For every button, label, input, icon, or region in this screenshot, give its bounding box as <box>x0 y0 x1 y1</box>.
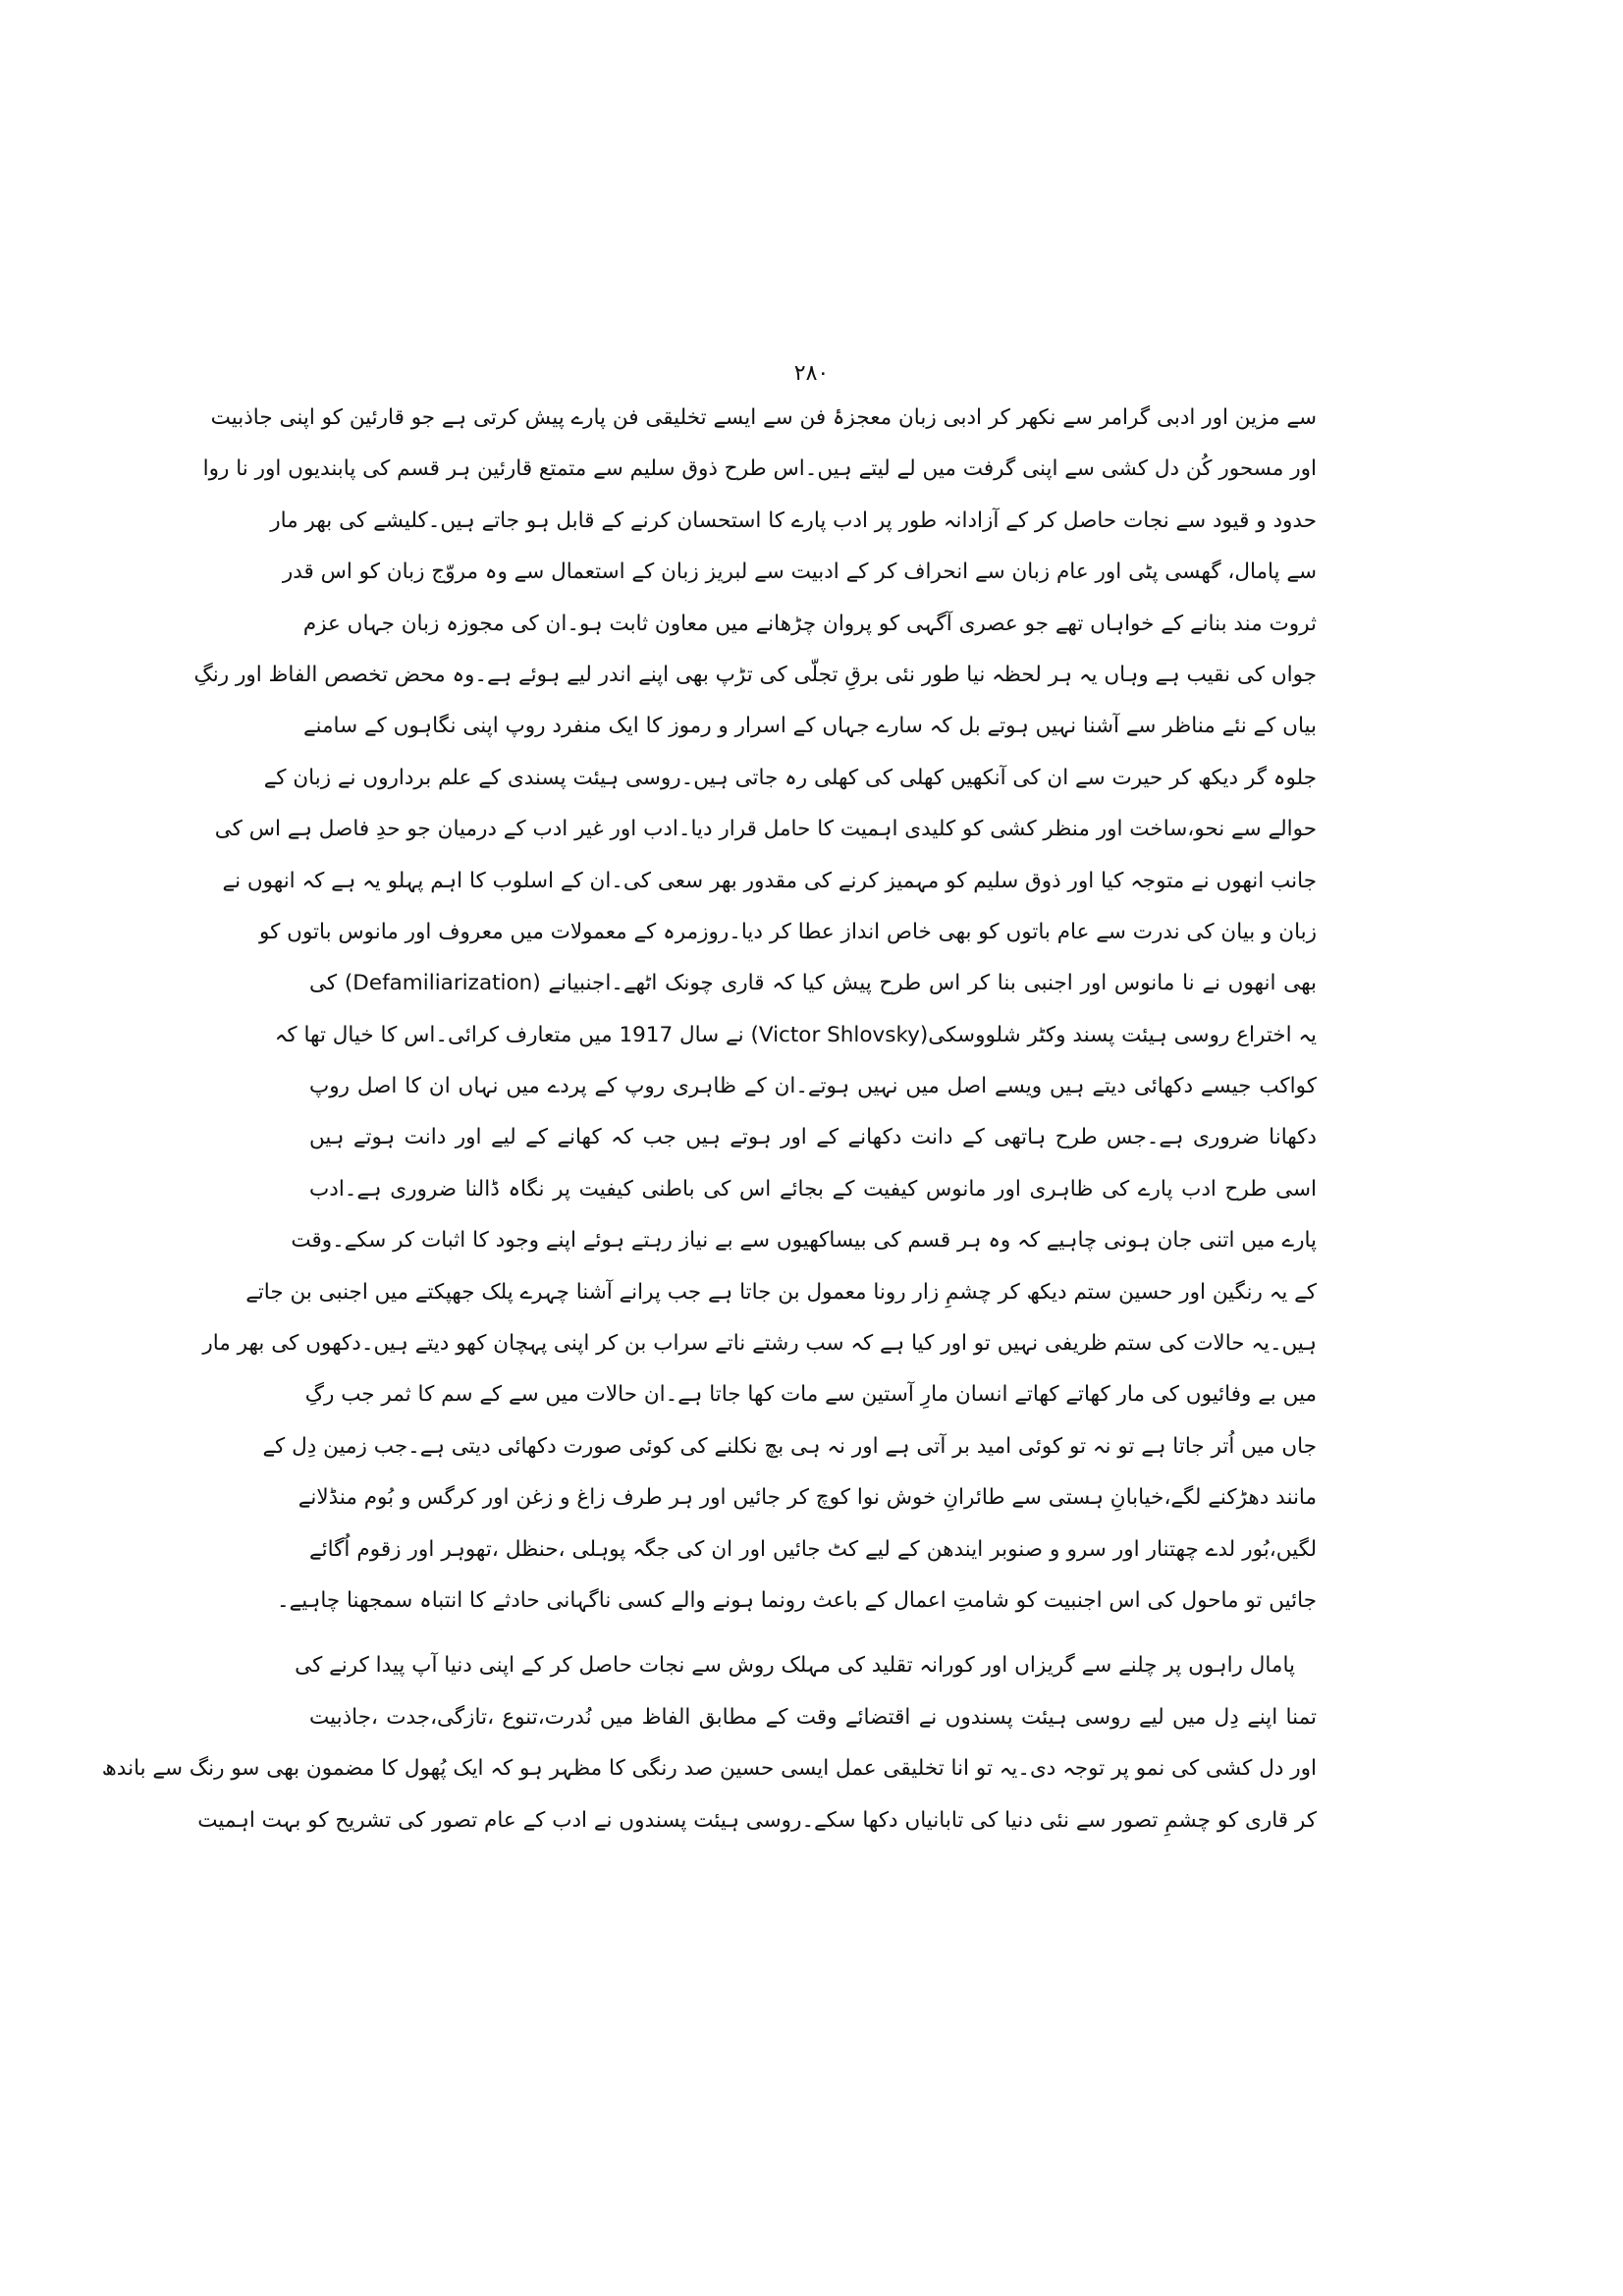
text-line: دکھانا ضروری ہے۔جس طرح ہاتھی کے دانت دکھانے کے اور ہوتے ہیں جب کہ کھانے کے لیے اور دانت ہوتے ہیں <box>309 1125 1317 1150</box>
text-line: میں بے وفائیوں کی مار کھاتے کھاتے انسان مارِ آستین سے مات کھا جاتا ہے۔ان حالات میں سے کے سم کا ثمر جب رگِ <box>304 1382 1317 1408</box>
text-line: ثروت مند بنانے کے خواہاں تھے جو عصری آگہی کو پروان چڑھانے میں معاون ثابت ہو۔ان کی مجوزہ زبان جہاں عزم <box>302 611 1317 636</box>
text-line: مانند دھڑکنے لگے،خیابانِ ہستی سے طائرانِ خوش نوا کوچ کر جائیں اور ہر طرف زاغ و زغن اور کرگس و بُوم منڈلانے <box>298 1485 1317 1511</box>
text-line: سے پامال، گھسی پٹی اور عام زبان سے انحراف کر کے ادبیت سے لبریز زبان کے استعمال سے وہ مروّج زبان کو اس قدر <box>282 560 1317 585</box>
text-line: حوالے سے نحو،ساخت اور منظر کشی کو کلیدی اہمیت کا حامل قرار دیا۔ادب اور غیر ادب کے درمیان جو حدِ فاصل ہے اس کی <box>214 817 1317 842</box>
text-line: سے مزین اور ادبی گرامر سے نکھر کر ادبی زبان معجزۂ فن سے ایسے تخلیقی فن پارے پیش کرتی ہے جو قارئین کو اپنی جاذبیت <box>210 405 1317 430</box>
text-line: اور مسحور کُن دل کشی سے اپنی گرفت میں لے لیتے ہیں۔اس طرح ذوق سلیم سے متمتع قارئین ہر قسم کی پابندیوں اور نا روا <box>202 456 1317 482</box>
text-line: اسی طرح ادب پارے کی ظاہری اور مانوس کیفیت کے بجائے اس کی باطنی کیفیت پر نگاہ ڈالنا ضروری ہے۔ادب <box>309 1176 1317 1201</box>
text-line: لگیں،بُور لدے چھتنار اور سرو و صنوبر ایندھن کے لیے کٹ جائیں اور ان کی جگہ پوہلی ،حنظل ،تھوہر اور زقوم اُگائے <box>309 1536 1317 1562</box>
text-line: کواکب جیسے دکھائی دیتے ہیں ویسے اصل میں نہیں ہوتے۔ان کے ظاہری روپ کے پردے میں نہاں ان کا اصل روپ <box>309 1074 1317 1099</box>
text-line: تمنا اپنے دِل میں لیے روسی ہیئت پسندوں نے اقتضائے وقت کے مطابق الفاظ میں نُدرت،تنوع ،تازگی،جدت ،جاذبیت <box>309 1704 1317 1730</box>
text-line: اور دل کشی کی نمو پر توجہ دی۔یہ تو انا تخلیقی عمل ایسی حسین صد رنگی کا مظہر ہو کہ ایک پُھول کا مضمون بھی سو رنگ سے باندھ <box>101 1756 1317 1782</box>
text-line: بیاں کے نئے مناظر سے آشنا نہیں ہوتے بل کہ سارے جہاں کے اسرار و رموز کا ایک منفرد روپ اپنی نگاہوں کے سامنے <box>302 714 1317 739</box>
paragraph-1 <box>193 393 1317 1627</box>
text-line: ہیں۔یہ حالات کی ستم ظریفی نہیں تو اور کیا ہے کہ سب رشتے ناتے سراب بن کر اپنی پہچان کھو دیتے ہیں۔دکھوں کی بھر مار <box>202 1331 1317 1357</box>
text-line: زبان و بیان کی ندرت سے عام باتوں کو بھی خاص انداز عطا کر دیا۔روزمرہ کے معمولات میں معروف اور مانوس باتوں کو <box>258 919 1317 944</box>
text-line: پامال راہوں پر چلنے سے گریزاں اور کورانہ تقلید کی مہلک روش سے نجات حاصل کر کے اپنی دنیا آپ پیدا کرنے کی <box>295 1653 1295 1679</box>
text-line: کر قاری کو چشمِ تصور سے نئی دنیا کی تابانیاں دکھا سکے۔روسی ہیئت پسندوں نے ادب کے عام تصور کی تشریح کو بہت اہمیت <box>197 1807 1317 1833</box>
paragraph-gap <box>309 1627 1317 1640</box>
body-text <box>101 393 1317 1846</box>
text-line: جاں میں اُتر جاتا ہے تو نہ تو کوئی امید بر آتی ہے اور نہ ہی بچ نکلنے کی کوئی صورت دکھائی دیتی ہے۔جب زمین دِل کے <box>262 1433 1317 1459</box>
text-line: جواں کی نقیب ہے وہاں یہ ہر لحظہ نیا طور نئی برقِ تجلّی کی تڑپ بھی اپنے اندر لیے ہوئے ہے۔وہ محض تخصص الفاظ اور رنگِ <box>193 662 1317 687</box>
text-line: حدود و قیود سے نجات حاصل کر کے آزادانہ طور پر ادب پارے کا استحسان کرنے کے قابل ہو جاتے ہیں۔کلیشے کی بھر مار <box>270 507 1317 533</box>
text-line: یہ اختراع روسی ہیئت پسند وکٹر شلووسکی(Victor Shlovsky) نے سال 1917 میں متعارف کرائی۔اس کا خیال تھا کہ <box>274 1022 1317 1047</box>
text-line: کے یہ رنگین اور حسین ستم دیکھ کر چشمِ زار رونا معمول بن جاتا ہے جب پرانے آشنا چہرے پلک جھپکتے میں اجنبی بن جاتے <box>245 1279 1317 1305</box>
text-line: پارے میں اتنی جان ہونی چاہیے کہ وہ ہر قسم کی بیساکھیوں سے بے نیاز رہتے ہوئے اپنے وجود کا اثبات کر سکے۔وقت <box>291 1228 1317 1254</box>
page-number: ۲۸۰ <box>793 361 830 386</box>
text-line: جائیں تو ماحول کی اس اجنبیت کو شامتِ اعمال کے باعث رونما ہونے والے کسی ناگہانی حادثے کا انتباہ سمجھنا چاہیے۔ <box>277 1587 1317 1613</box>
text-line: جانب انھوں نے متوجہ کیا اور ذوق سلیم کو مہمیز کرنے کی مقدور بھر سعی کی۔ان کے اسلوب کا اہم پہلو یہ ہے کہ انھوں نے <box>222 868 1317 893</box>
text-line: جلوہ گر دیکھ کر حیرت سے ان کی آنکھیں کھلی کی کھلی رہ جاتی ہیں۔روسی ہیئت پسندی کے علم برداروں نے زبان کے <box>263 765 1317 790</box>
paragraph-2 <box>101 1640 1317 1846</box>
text-line: بھی انھوں نے نا مانوس اور اجنبی بنا کر اس طرح پیش کیا کہ قاری چونک اٹھے۔اجنبیانے (Defamiliarization) کی <box>309 971 1317 996</box>
